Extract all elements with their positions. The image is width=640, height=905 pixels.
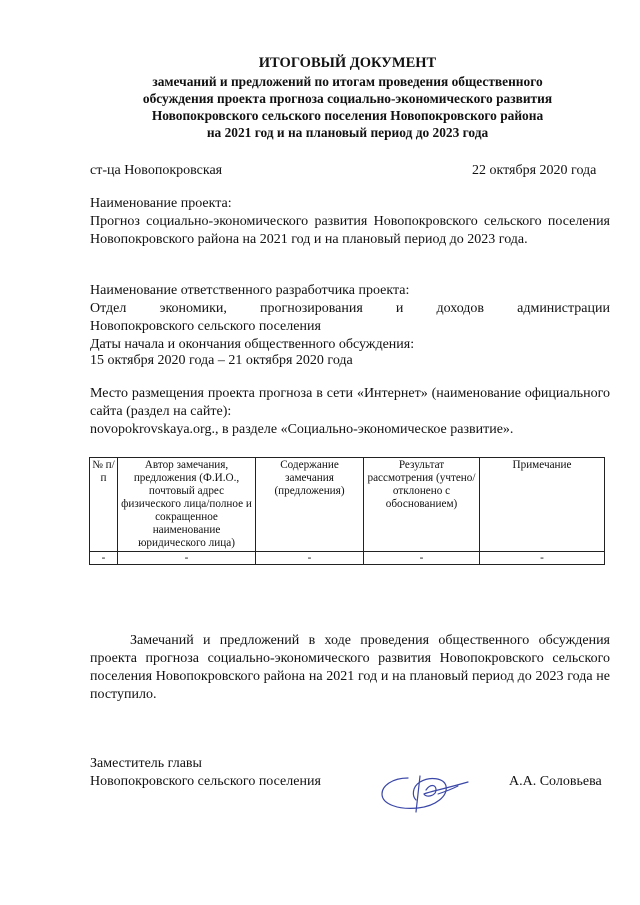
document-subtitle-line: на 2021 год и на плановый период до 2023 года	[206, 125, 489, 140]
conclusion-paragraph: Замечаний и предложений в ходе проведения общественного обсуждения проекта прогноза социально-экономического развития Новопокровского сельского поселения Новопокровского района на 2021 год и на плановый период до 2023 года не поступило.	[90, 633, 610, 702]
signer-name: А.А. Соловьева	[509, 774, 602, 789]
developer-label: Наименование ответственного разработчика проекта:	[90, 283, 410, 298]
dates-label: Даты начала и окончания общественного обсуждения:	[90, 337, 415, 352]
table-cell: -	[256, 552, 364, 565]
dates-value: 15 октября 2020 года – 21 октября 2020 года	[90, 353, 353, 368]
document-heading	[60, 55, 635, 141]
location-label: Место размещения проекта прогноза в сети «Интернет» (наименование официального сайта (раздел на сайте):	[90, 386, 610, 419]
column-header-number: № п/п	[90, 458, 118, 552]
developer-line-2: Новопокровского сельского поселения	[90, 319, 321, 334]
table-cell: -	[90, 552, 118, 565]
column-header-author: Автор замечания, предложения (Ф.И.О., почтовый адрес физического лица/полное и сокращенное наименование юридического лица)	[118, 458, 256, 552]
signer-position-line-1: Заместитель главы	[90, 756, 202, 771]
document-place: ст-ца Новопокровская	[90, 163, 223, 178]
document-title: ИТОГОВЫЙ ДОКУМЕНТ	[258, 55, 437, 71]
table-cell: -	[118, 552, 256, 565]
table-cell: -	[480, 552, 605, 565]
table-row	[90, 552, 605, 565]
signer-position-line-2: Новопокровского сельского поселения	[90, 774, 321, 789]
project-name-label: Наименование проекта:	[90, 196, 232, 211]
handwritten-signature	[378, 770, 473, 815]
document-subtitle-line: обсуждения проекта прогноза социально-экономического развития	[142, 91, 553, 106]
column-header-result: Результат рассмотрения (учтено/отклонено с обоснованием)	[364, 458, 480, 552]
document-subtitle-line: Новопокровского сельского поселения Новопокровского района	[151, 108, 544, 123]
remarks-table	[89, 457, 605, 565]
remarks-table-header-row	[90, 458, 605, 552]
developer-line-1: Отдел экономики, прогнозирования и доходов администрации	[90, 301, 610, 316]
table-cell: -	[364, 552, 480, 565]
location-value: novopokrovskaya.org., в разделе «Социально-экономическое развитие».	[90, 422, 514, 437]
document-date: 22 октября 2020 года	[472, 163, 597, 178]
column-header-note: Примечание	[480, 458, 605, 552]
document-subtitle-line: замечаний и предложений по итогам проведения общественного	[152, 74, 543, 89]
project-name-value: Прогноз социально-экономического развития Новопокровского сельского поселения Новопокровского района на 2021 год и на плановый период до 2023 года.	[90, 214, 610, 247]
column-header-content: Содержание замечания (предложения)	[256, 458, 364, 552]
